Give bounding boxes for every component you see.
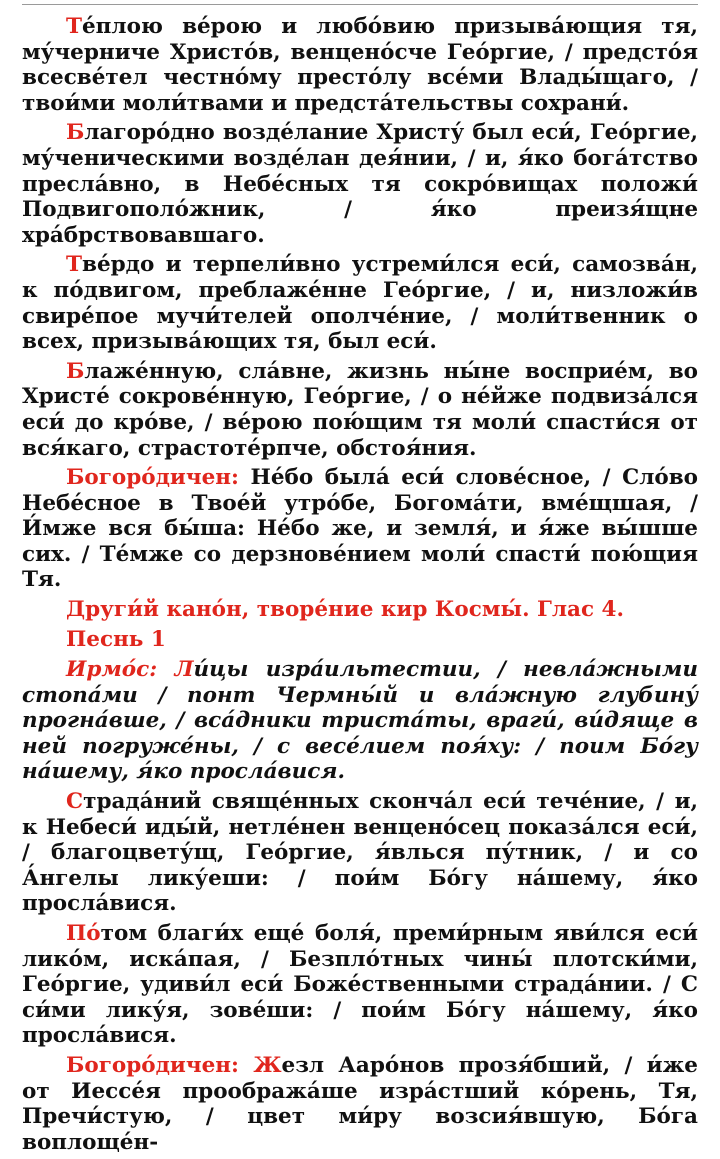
stanza-text: е́плою ве́рою и любо́вию призыва́ющия тя, му́черниче Христо́в, венцено́сче Гео́ргие, / предсто́я всесве́тел честно́му престо́лу все́ми Влады́щаго, / твои́ми моли́твами и предста́тельствы сохрани́.: [22, 14, 698, 116]
stanza-1: [22, 14, 698, 116]
theotokion-label: Богоро́дичен:: [66, 1052, 239, 1078]
ode-heading: Песнь 1: [66, 627, 166, 653]
canon-heading: Други́й кано́н, творе́ние кир Космы́. Глас 4.: [66, 597, 625, 623]
stanza-3: [22, 252, 698, 354]
theotokion-1: [22, 465, 698, 593]
drop-initial: С: [66, 789, 84, 815]
irmos-label: Ирмо́с:: [66, 657, 158, 683]
drop-initial: Б: [66, 120, 85, 146]
theotokion-text: Не́бо была́ еси́ слове́сное, / Сло́во Небе́сное в Твое́й утро́бе, Богома́ти, вме́щшая, / И́мже вся бы́ша: Не́бо же, и земля́, и я́же вы́шше сих. / Те́мже со дерзнове́нием моли́ спасти́ пою́щия Тя.: [22, 465, 698, 593]
theotokion-label: Богоро́дичен:: [66, 465, 239, 491]
drop-initial: По́: [66, 921, 101, 946]
drop-initial: Т: [66, 14, 82, 39]
stanza-text: трада́ний свяще́нных сконча́л еси́ тече́ние, / и, к Небеси́ иды́й, нетле́нен венцено́сец показа́лся еси́, / благоцвету́щ, Гео́ргие, я́влься пу́тник, / и со А́нгелы лику́еши: / пои́м Бо́гу на́шему, я́ко просла́вися.: [22, 789, 698, 917]
drop-initial: Т: [66, 252, 82, 278]
stanza-4: [22, 359, 698, 461]
stanza-2: [22, 120, 698, 248]
stanza-6: [22, 921, 698, 1049]
drop-initial: Ж: [253, 1052, 282, 1078]
top-rule: [22, 4, 698, 5]
irmos-text: и́цы изра́ильтестии, / невла́жными стопа́ми / понт Чермны́й и вла́жную глубину́ прогна́вше, / вса́дники триста́ты, враги́, ви́дяще в ней погруже́ны, / с весе́лием поя́ху: / поим Бо́гу на́шему, я́ко просла́вися.: [22, 657, 698, 785]
theotokion-text: езл Ааро́нов прозя́бший, / и́же от Иессе́я прообража́ше изра́стший ко́рень, Тя, Пречи́стую, / цвет ми́ру возсия́вшую, Бо́га воплоще́н-: [22, 1052, 698, 1155]
stanza-text: том благи́х еще́ боля́, преми́рным яви́лся еси́ лико́м, иска́пая, / Безпло́тных чины́ плотски́ми, Гео́ргие, удиви́л еси́ Боже́ственными страда́нии. / С си́ми лику́я, зове́ши: / пои́м Бо́гу на́шему, я́ко просла́вися.: [22, 921, 698, 1049]
drop-initial: Б: [66, 358, 85, 384]
stanza-text: ве́рдо и терпели́вно устреми́лся еси́, самозва́н, к по́двигом, преблаже́нне Гео́ргие, / и, низложи́в свире́пое мучи́телей ополче́ние, / моли́твенник о всех, призыва́ющих тя, был еси́.: [22, 252, 698, 355]
irmos: [22, 657, 698, 785]
stanza-text: лагоро́дно возде́лание Христу́ был еси́, Гео́ргие, му́ченическими возде́лан дея́нии, / и, я́ко бога́тство пресла́вно, в Небе́сных тя сокро́вищах положи́ Подвигополо́жник, / я́ко преизя́щне хра́брствовавшаго.: [22, 120, 698, 248]
stanza-5: [22, 789, 698, 917]
stanza-text: лаже́нную, сла́вне, жизнь ны́не восприе́м, во Христе́ сокрове́нную, Гео́ргие, / о не́йже подвиза́лся еси́ до кро́ве, / ве́рою пою́щим тя моли́ спасти́ся от вся́каго, страстоте́рпче, обстоя́ния.: [22, 358, 698, 461]
theotokion-2: [22, 1053, 698, 1155]
drop-initial: Л: [174, 657, 194, 683]
liturgical-text: [22, 14, 698, 1159]
